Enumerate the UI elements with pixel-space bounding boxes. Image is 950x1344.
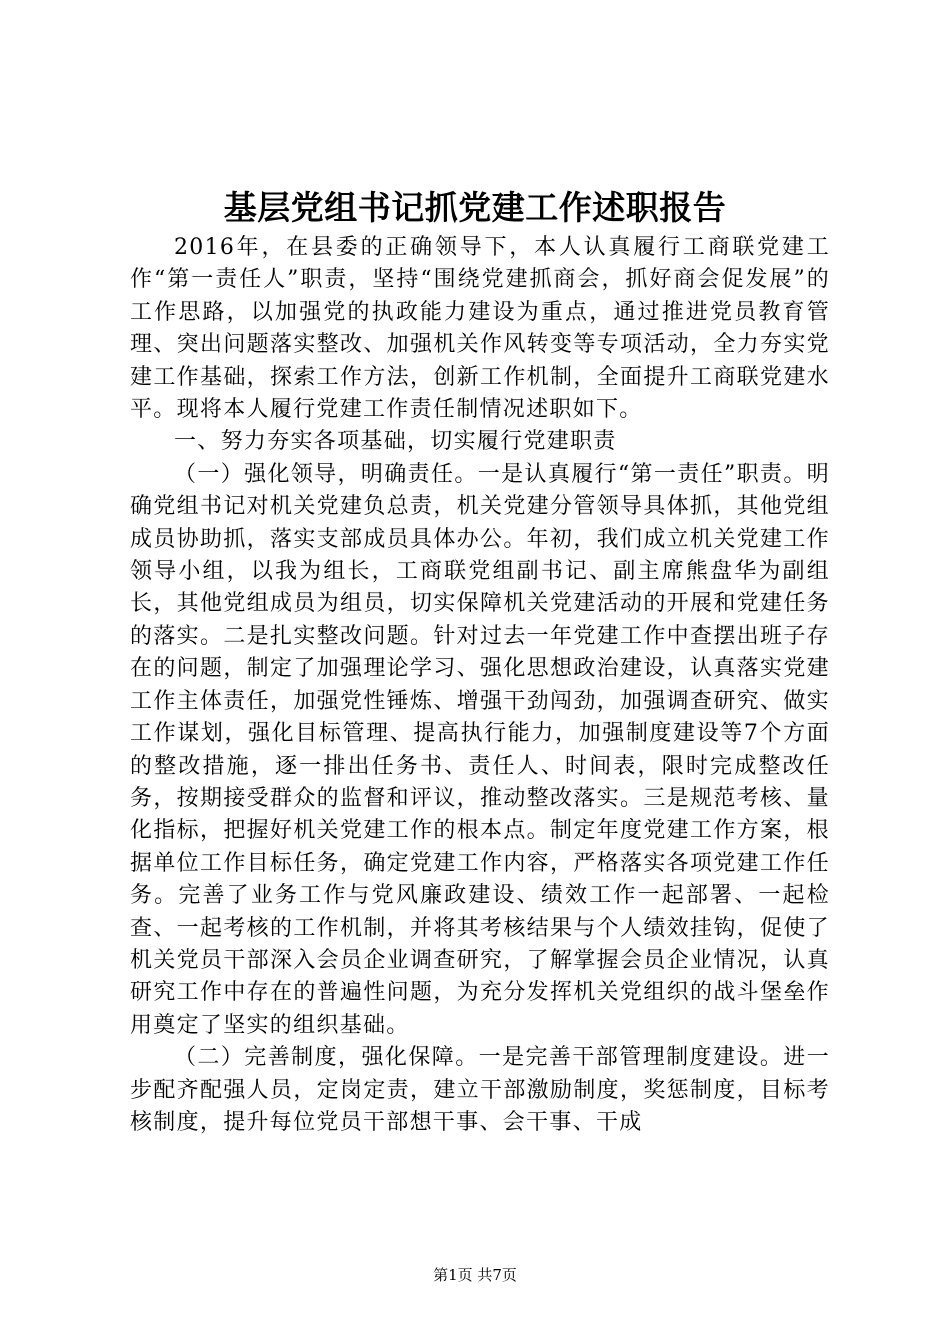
intro-paragraph: 2016年，在县委的正确领导下，本人认真履行工商联党建工作“第一责任人”职责，坚持“围绕党建抓商会，抓好商会促发展”的工作思路，以加强党的执政能力建设为重点，通过推进党员教育管理、突出问题落实整改、加强机关作风转变等专项活动，全力夯实党建工作基础，探索工作方法，创新工作机制，全面提升工商联党建水平。现将本人履行党建工作责任制情况述职如下。: [130, 235, 830, 423]
subsection-paragraph-2: （二）完善制度，强化保障。一是完善干部管理制度建设。进一步配齐配强人员，定岗定责，建立干部激励制度，奖惩制度，目标考核制度，提升每位党员干部想干事、会干事、干成: [130, 1045, 830, 1135]
section-heading: 一、努力夯实各项基础，切实履行党建职责: [174, 429, 617, 455]
document-title: 基层党组书记抓党建工作述职报告: [223, 188, 727, 227]
subsection-paragraph-1: （一）强化领导，明确责任。一是认真履行“第一责任”职责。明确党组书记对机关党建负总责，机关党建分管领导具体抓，其他党组成员协助抓，落实支部成员具体办公。年初，我们成立机关党建工作领导小组，以我为组长，工商联党组副书记、副主席熊盘华为副组长，其他党组成员为组员，切实保障机关党建活动的开展和党建任务的落实。二是扎实整改问题。针对过去一年党建工作中查摆出班子存在的问题，制定了加强理论学习、强化思想政治建设，认真落实党建工作主体责任，加强党性锤炼、增强干劲闯劲，加强调查研究、做实工作谋划，强化目标管理、提高执行能力，加强制度建设等7个方面的整改措施，逐一排出任务书、责任人、时间表，限时完成整改任务，按期接受群众的监督和评议，推动整改落实。三是规范考核、量化指标，把握好机关党建工作的根本点。制定年度党建工作方案，根据单位工作目标任务，确定党建工作内容，严格落实各项党建工作任务。完善了业务工作与党风廉政建设、绩效工作一起部署、一起检查、一起考核的工作机制，并将其考核结果与个人绩效挂钩，促使了机关党员干部深入会员企业调查研究，了解掌握会员企业情况，认真研究工作中存在的普遍性问题，为充分发挥机关党组织的战斗堡垒作用奠定了坚实的组织基础。: [130, 461, 830, 1038]
page-number: 第1页 共7页: [433, 1266, 517, 1284]
document-body: [130, 232, 830, 1139]
